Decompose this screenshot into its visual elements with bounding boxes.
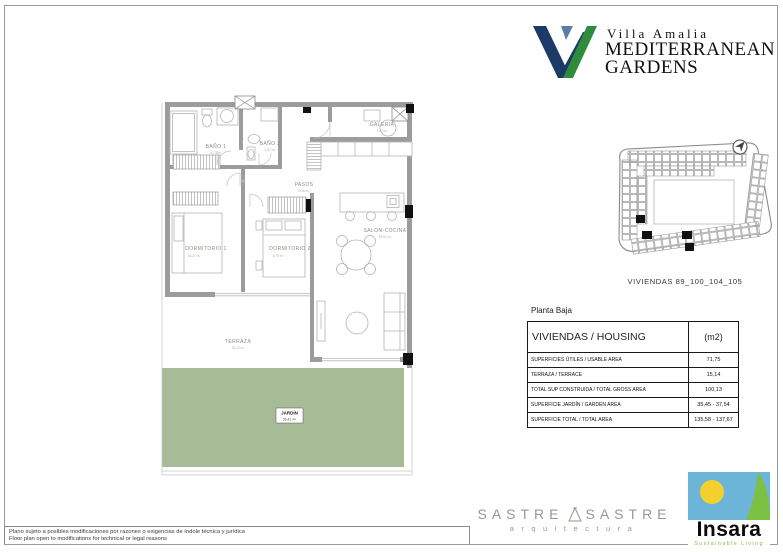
row-value: 135,58 - 137,67 — [689, 413, 739, 428]
living-furniture — [317, 236, 405, 351]
room-label-terraza: TERRAZA — [224, 339, 252, 345]
table-row — [528, 383, 739, 398]
developer-tagline: Sustainable Living — [694, 541, 764, 547]
table-row — [528, 413, 739, 428]
sliding-doors — [215, 292, 400, 362]
brand-line1: Villa Amalia — [607, 26, 710, 41]
va-monogram-icon — [533, 26, 601, 78]
site-plan-caption: VIVIENDAS 89_100_104_105 — [627, 277, 743, 286]
svg-text:JARDÍN: JARDÍN — [281, 410, 298, 416]
bathroom2-fixtures — [247, 108, 278, 160]
svg-text:15,14 m²: 15,14 m² — [231, 346, 245, 350]
room-label-bano1: BAÑO 1 — [205, 144, 227, 150]
site-key-plan — [598, 130, 783, 280]
bathroom1-fixtures — [170, 108, 238, 154]
row-value: 100,13 — [689, 383, 739, 398]
brand-logo — [533, 24, 776, 84]
table-title: Planta Baja — [531, 306, 572, 315]
table-header-housing: VIVIENDAS / HOUSING — [528, 322, 689, 353]
row-value: 35,45 - 37,54 — [689, 398, 739, 413]
svg-text:6,26 m²: 6,26 m² — [298, 189, 310, 193]
insara-sky — [688, 472, 770, 520]
architect-logo — [472, 506, 677, 533]
floor-plan-drawing — [160, 95, 420, 487]
compass-icon — [733, 139, 748, 154]
room-label-dormitorio1: DORMITORIO 1 — [185, 246, 227, 252]
row-label: SUPERFICIES ÚTILES / USABLE AREA — [528, 353, 689, 368]
table-row — [528, 353, 739, 368]
architect-word2: SASTRE — [585, 506, 672, 522]
row-label: SUPERFICIE JARDÍN / GARDEN AREA — [528, 398, 689, 413]
svg-text:2,97 m²: 2,97 m² — [264, 148, 276, 152]
architect-word1: SASTRE — [477, 506, 564, 522]
disclaimer-en: Floor plan open to modifications for technical or legal reasons — [9, 536, 167, 542]
room-label-dormitorio2: DORMITORIO 2 — [269, 246, 311, 252]
svg-text:16,27 m²: 16,27 m² — [187, 254, 201, 258]
disclaimer-es: Plano sujeto a posibles modificaciones por razones o exigencias de índole técnica y jurídica — [9, 529, 245, 535]
room-label-galeria: GALERIA — [369, 122, 395, 128]
row-value: 71,75 — [689, 353, 739, 368]
brand-line2: MEDITERRANEAN — [605, 39, 776, 60]
svg-text:4,77 m²: 4,77 m² — [210, 151, 222, 155]
table-header-row — [528, 322, 739, 353]
bedroom1-bed — [172, 213, 222, 273]
row-label: TERRAZA / TERRACE — [528, 368, 689, 383]
svg-text:36,41 m²: 36,41 m² — [282, 417, 297, 422]
brand-line3: GARDENS — [605, 57, 699, 78]
svg-text:8,79 m²: 8,79 m² — [272, 254, 284, 258]
architect-glyph-icon — [568, 507, 582, 522]
svg-text:29,92 m²: 29,92 m² — [378, 235, 392, 239]
table-row — [528, 368, 739, 383]
site-outline — [619, 143, 771, 254]
developer-name: Insara — [696, 518, 762, 541]
developer-logo — [688, 472, 770, 548]
table-header-unit: (m2) — [689, 322, 739, 353]
svg-text:2,47 m²: 2,47 m² — [376, 129, 388, 133]
row-value: 15,14 — [689, 368, 739, 383]
room-label-bano2: BAÑO 2 — [259, 141, 281, 147]
row-label: SUPERFICIE TOTAL / TOTAL AREA — [528, 413, 689, 428]
garden-label — [276, 408, 303, 423]
row-label: TOTAL SUP CONSTRUIDA / TOTAL GROSS AREA — [528, 383, 689, 398]
room-label-pasos: PASOS — [294, 182, 314, 188]
leaf-icon — [688, 472, 770, 520]
kitchen-galeria — [307, 110, 412, 221]
areas-table — [527, 321, 739, 428]
room-label-salon: SALON-COCINA — [363, 228, 407, 234]
table-row — [528, 398, 739, 413]
disclaimer-box — [4, 526, 470, 544]
architect-sub: arquitectura — [509, 524, 640, 533]
